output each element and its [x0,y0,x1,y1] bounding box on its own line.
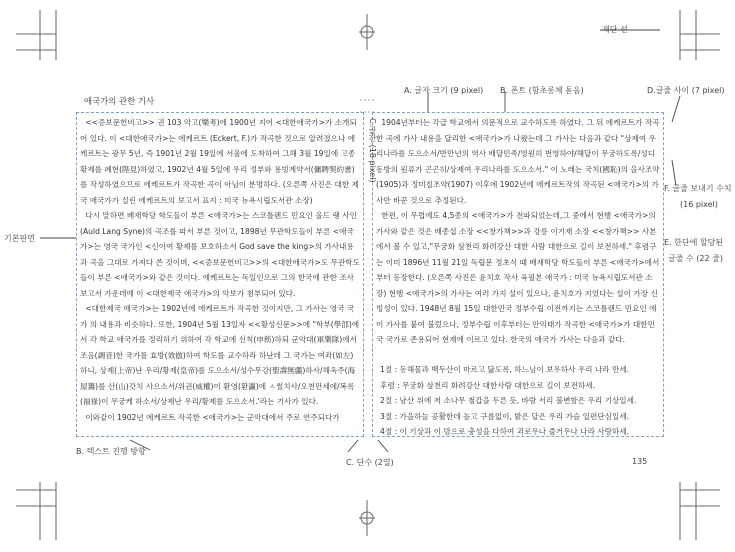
text-direction-label: B. 텍스트 진행 방향 [76,447,146,456]
verse-line: 1절 : 동해물과 백두산이 마르고 닳도록, 하느님이 보우하사 우리 나라 만세. [380,365,630,374]
line-spacing-label: C.글간 (18 pixel) [368,118,377,183]
verse-line: 4절 : 이 기상과 이 맘으로 충성을 다하여 괴로우나 즐거우나 나라 사랑하세. [380,427,630,436]
anthem-verses [380,362,660,440]
columns-label: C. 단수 (2열) [346,458,394,467]
char-spacing-label: D.글줄 사이 (7 pixel) [647,86,725,95]
chars-per-line-label: E. 한단에 할당된 [664,238,724,247]
paragraph: 이와같이 1902년 에케르트 작곡한 <애국가>는 군악대에서 주로 연주되다가 [85,412,340,422]
article-title: 애국가의 관한 기사 [84,96,155,106]
paragraph: <<증보문헌비고>> 권 103 악고(樂考)에 1900년 지어 <대한애국가>가 소개되어 있다. 이 <대한애국가>는 에케르트 (Eckert, F.)가 작곡한 것으로 알려졌으나 에케르트는 광무 5년, 즉 1901년 2월 19일에 서울에 도착하여 그해 3월 19일에 고종황제를 폐현(陛見)하였고, 1902년 4월 5일에 우리 정부와 용빙계약서(傭聘契約書)를 작성하였으므로 에케르트가 작곡한 곡이 아님이 분명하다. (오른쪽 사진은 대한 제국 애국가가 실린 에케르트의 보고서 표지 : 미국 뉴욕시립도서관 소장) [80,118,359,205]
chars-per-line-value: 글줄 수 (22 줄) [668,254,723,263]
base-panel-label: 기본판면 [4,234,35,243]
verse-line: 3절 : 가을하늘 공활한데 높고 구름없이, 밝은 달은 우리 가슴 일편단심일세. [380,411,630,421]
trim-line-label: 재단 선 [602,25,628,34]
left-column [80,115,360,425]
paragraph: <대한제국 애국가>는 1902년에 에케르트가 작곡한 것이지만, 그 가사는 영국 국가 의 내용과 비슷하다. 또한, 1904년 5월 13일자 <<황성신문>>에 "학부(學部)에서 각 학교 애국가를 정리하기 위하여 각 학교에 신칙(申飭)하되 군악대(軍樂隊)에서 조음(調音)한 국가를 효방(效倣)하여 학도를 교수하라 하난데 그 국가는 여좌(如左)하니, 상제(上帝)난 우리/황제(皇帝)를 도으소서/성수무강(聖壽無疆)하사/해옥주(海屋籌)를 산(山)갓치 사으소서/위권(威權)이 환영(환瀛)에 ㅅ썰치사/오천만세에/복록(福祿)이 무궁케 하소서/상제난 우리/황제를 도으소서.'라는 기사가 있다. [80,304,360,406]
page-number: 135 [632,457,648,466]
font-size-label: A. 글자 크기 (9 pixel) [404,86,484,95]
font-name-label: B. 폰트 (함초롱체 돋음) [500,86,584,95]
paragraph: 1904년부터는 각급 학교에서 의문적으로 교수하도록 하였다. 그 뒤 에케르트가 작곡한 곡에 가사 내용을 달리한 <애국가>가 나왔는데 그 가사는 다음과 같다 "상제여 우리나라를 도으소서/반만년의 역사 배달민족/영원히 번영하야/해달이 무궁하도록/성디동방의 원류가 곤곤히/상제여 우리나라를 도으소서." 이 노래는 국치(國恥)의 을사조약(1905)과 정미칠조약(1907) 이후에 1902년에 에케르트작의 작곡된 <애국가>의 가사만 바꾼 것으로 추정된다. [376,118,660,205]
right-column [376,115,660,348]
paragraph: 한편, 이 무렵에도 4,5종의 <애국가>가 전파되었는데,그 중에서 현행 <애국가>의 가사와 같은 것은 배종섭 소장 <<창가책>>과 강릉 이기재 소장 <<창가책>> 사본에서 볼 수 있고,"무궁화 삼천리 화려강산 대한 사람 대한으로 길이 보전하세." 후렴구는 이미 1896년 11월 21일 독립문 정초식 때 배재학당 학도들이 부른 <애국가>에서부터 등장한다. (오른쪽 사진은 윤치호 작사 육필본 애국가 : 미국 뉴욕시립도서관 소장) 현행 <애국가>의 가사는 여러 가지 설이 있으나, 윤치호가 지었다는 설이 가장 신빙성이 있다. 1948년 8월 15일 대한민국 정부수립 이전까지는 스코틀랜드 민요인 에 이 가사를 붙여 불렀으나, 정부수립 이후부터는 안익태가 작곡한 <애국가>가 대한민국 국가로 존용되어 현재에 이르고 있다. 한국의 애국가 가사는 다음과 같다. [376,211,660,344]
paragraph: 다시 말하면 배재학당 학도들이 부른 <애국가>는 스코틀랜드 민요인 올드 랭 사인(Auld Lang Syne)의 곡조를 따서 부른 것이고, 1898년 무관학도들이 부른 <애국가>는 영국 국가인 <신이여 황제를 보호하소서 God save the king>의 가사내용과 곡을 그대로 가져다 쓴 것이며, <<증보문헌비고>>의 <대한애국가>도 무관학도들이 부른 <애국가>와 같은 것이다. 에케르트는 독일인으로 그의 한국에 관한 조사보고서 가운데에 이 <대한제국 애국가>의 악보가 첨부되어 있다. [80,211,360,298]
line-feed-value: (16 pixel) [680,200,718,209]
verse-line: 2절 : 남산 위에 저 소나무 철갑을 두른 듯, 바람 서리 불변함은 우리 기상일세. [380,396,637,405]
line-feed-label: F. 글줄 보내기 수치 [664,184,732,193]
verse-line: 후렴 : 무궁화 삼천리 화려강산 대한사람 대한으로 길이 보전하세. [380,380,596,390]
